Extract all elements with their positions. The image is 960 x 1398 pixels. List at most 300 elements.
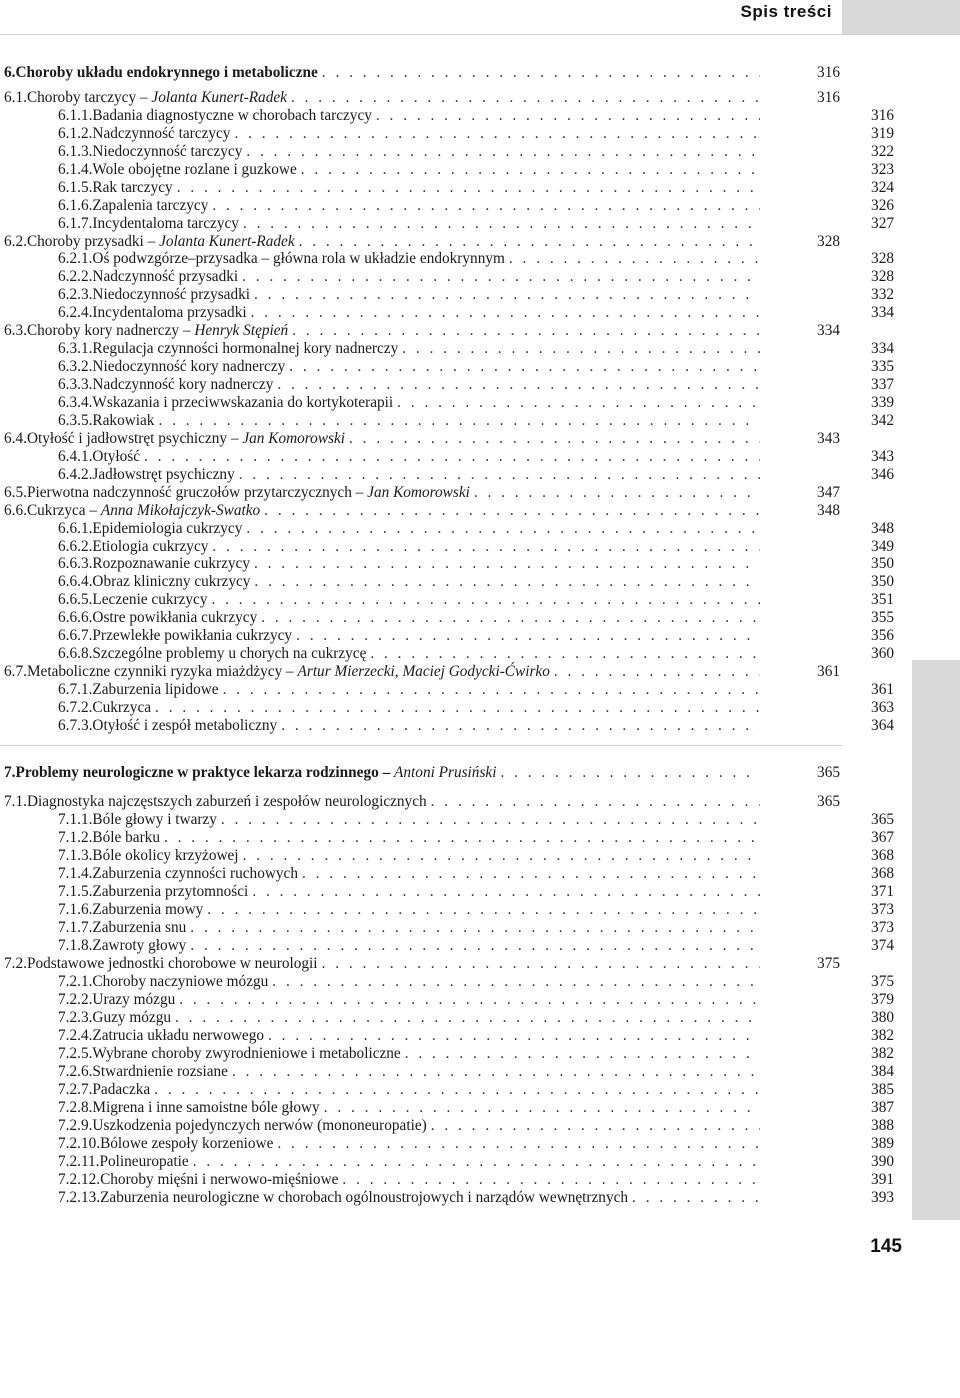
toc-entry xyxy=(4,233,840,251)
toc-entry xyxy=(58,107,894,125)
entry-title-wrap xyxy=(92,627,296,645)
entry-title: Metaboliczne czynniki ryzyka miażdżycy – xyxy=(26,663,298,680)
entry-number: 6.6.8. xyxy=(58,645,93,662)
entry-number: 6.7. xyxy=(4,663,27,680)
entry-number: 6.6. xyxy=(4,502,27,519)
entry-page: 348 xyxy=(871,520,894,537)
toc-entry xyxy=(58,412,894,430)
entry-page: 363 xyxy=(871,699,894,716)
entry-title-wrap xyxy=(27,502,264,520)
entry-author: Jolanta Kunert-Radek xyxy=(159,233,295,250)
header-thumb-tab xyxy=(842,0,960,34)
entry-page: 350 xyxy=(871,555,894,572)
entry-page: 368 xyxy=(871,865,894,882)
entry-title-wrap xyxy=(15,64,321,82)
entry-number: 7.2.7. xyxy=(58,1081,93,1098)
dot-leader xyxy=(296,627,760,645)
entry-title: Nadczynność tarczycy xyxy=(92,125,231,142)
entry-title: Badania diagnostyczne w chorobach tarczycy xyxy=(92,107,372,124)
entry-title-wrap xyxy=(92,268,242,286)
entry-title: Otyłość i zespół metaboliczny xyxy=(92,717,278,734)
dot-leader xyxy=(212,591,761,609)
entry-number: 6.6.3. xyxy=(58,555,93,572)
entry-number: 6.2. xyxy=(4,233,27,250)
entry-page: 348 xyxy=(817,502,840,519)
dot-leader xyxy=(239,466,760,484)
toc-entry xyxy=(4,430,840,448)
toc-entry xyxy=(58,1099,894,1117)
entry-title: Zaburzenia neurologiczne w chorobach ogólnoustrojowych i narządów wewnętrznych xyxy=(100,1189,629,1206)
dot-leader xyxy=(509,250,760,268)
entry-number: 6.6.6. xyxy=(58,609,93,626)
entry-title: Incydentaloma tarczycy xyxy=(92,215,239,232)
entry-number: 7.1.7. xyxy=(58,919,93,936)
entry-page: 328 xyxy=(871,268,894,285)
entry-page: 361 xyxy=(871,681,894,698)
dot-leader xyxy=(246,520,760,538)
entry-page: 382 xyxy=(871,1045,894,1062)
entry-title: Nadczynność przysadki xyxy=(92,268,239,285)
entry-number: 6.4.1. xyxy=(58,448,93,465)
toc-entry xyxy=(58,1117,894,1135)
entry-title-wrap xyxy=(92,1045,404,1063)
dot-leader xyxy=(164,829,760,847)
dot-leader xyxy=(242,268,760,286)
entry-title: Bóle głowy i twarzy xyxy=(92,811,217,828)
entry-number: 7.2.12. xyxy=(58,1171,101,1188)
entry-title: Bólowe zespoły korzeniowe xyxy=(100,1135,274,1152)
dot-leader xyxy=(243,847,760,865)
dot-leader xyxy=(155,699,760,717)
entry-title-wrap xyxy=(92,609,261,627)
entry-page: 373 xyxy=(871,919,894,936)
entry-title: Ostre powikłania cukrzycy xyxy=(92,609,258,626)
entry-title-wrap xyxy=(92,1027,268,1045)
entry-title: Uszkodzenia pojedynczych nerwów (mononeuropatie) xyxy=(92,1117,427,1134)
entry-title-wrap xyxy=(92,376,277,394)
entry-title-wrap xyxy=(15,764,500,782)
dot-leader xyxy=(243,215,760,233)
dot-leader xyxy=(144,448,760,466)
entry-title-wrap xyxy=(92,412,158,430)
entry-number: 6.7.2. xyxy=(58,699,93,716)
entry-number: 6.3.3. xyxy=(58,376,93,393)
toc-entry xyxy=(4,955,840,973)
entry-title: Wskazania i przeciwwskazania do kortykoterapii xyxy=(92,394,394,411)
dot-leader xyxy=(349,430,760,448)
dot-leader xyxy=(177,179,760,197)
entry-number: 6.1.7. xyxy=(58,215,93,232)
entry-number: 6.3. xyxy=(4,322,27,339)
entry-page: 335 xyxy=(871,358,894,375)
entry-title: Bóle okolicy krzyżowej xyxy=(92,847,239,864)
dot-leader xyxy=(207,901,760,919)
entry-title: Rozpoznawanie cukrzycy xyxy=(92,555,250,572)
entry-title: Padaczka xyxy=(92,1081,151,1098)
entry-page: 343 xyxy=(871,448,894,465)
toc-entry xyxy=(58,681,894,699)
entry-number: 7.2.13. xyxy=(58,1189,101,1206)
entry-title-wrap xyxy=(92,681,222,699)
entry-page: 390 xyxy=(871,1153,894,1170)
entry-title: Etiologia cukrzycy xyxy=(92,538,209,555)
dot-leader xyxy=(234,125,760,143)
entry-number: 7.2.4. xyxy=(58,1027,93,1044)
entry-number: 6.1.5. xyxy=(58,179,93,196)
entry-title-wrap xyxy=(92,466,238,484)
entry-number: 6.1. xyxy=(4,89,27,106)
entry-title: Wole obojętne rozlane i guzkowe xyxy=(92,161,297,178)
dot-leader xyxy=(264,502,760,520)
toc-entry xyxy=(58,304,894,322)
entry-page: 384 xyxy=(871,1063,894,1080)
entry-title-wrap xyxy=(92,304,250,322)
entry-number: 7.1.5. xyxy=(58,883,93,900)
entry-title-wrap xyxy=(27,89,291,107)
toc-entry xyxy=(58,197,894,215)
entry-title-wrap xyxy=(92,250,508,268)
dot-leader xyxy=(342,1171,760,1189)
entry-page: 342 xyxy=(871,412,894,429)
dot-leader xyxy=(190,937,760,955)
toc-entry xyxy=(4,793,840,811)
entry-page: 364 xyxy=(871,717,894,734)
dot-leader xyxy=(175,1009,760,1027)
entry-number: 6.1.1. xyxy=(58,107,93,124)
entry-title: Cukrzyca xyxy=(92,699,152,716)
toc-entry xyxy=(4,484,840,502)
dot-leader xyxy=(554,663,760,681)
toc-entry xyxy=(58,340,894,358)
entry-title-wrap xyxy=(92,573,254,591)
entry-number: 6.3.1. xyxy=(58,340,93,357)
dot-leader xyxy=(474,484,760,502)
entry-title-wrap xyxy=(92,143,246,161)
entry-number: 6.1.3. xyxy=(58,143,93,160)
entry-title: Diagnostyka najczęstszych zaburzeń i zespołów neurologicznych xyxy=(26,793,427,810)
entry-title: Leczenie cukrzycy xyxy=(92,591,208,608)
dot-leader xyxy=(277,1135,760,1153)
entry-title: Szczególne problemy u chorych na cukrzycę xyxy=(92,645,367,662)
dot-leader xyxy=(281,717,760,735)
entry-title-wrap xyxy=(100,1189,632,1207)
dot-leader xyxy=(252,883,760,901)
entry-page: 343 xyxy=(817,430,840,447)
entry-page: 332 xyxy=(871,286,894,303)
entry-title: Guzy mózgu xyxy=(92,1009,172,1026)
entry-number: 6.2.2. xyxy=(58,268,93,285)
entry-title-wrap xyxy=(92,937,190,955)
entry-title-wrap xyxy=(27,793,431,811)
entry-page: 365 xyxy=(871,811,894,828)
entry-number: 7.2.1. xyxy=(58,973,93,990)
entry-title: Nadczynność kory nadnerczy xyxy=(92,376,274,393)
toc-entry xyxy=(58,919,894,937)
entry-number: 6.7.1. xyxy=(58,681,93,698)
entry-title-wrap xyxy=(92,520,246,538)
entry-page: 391 xyxy=(871,1171,894,1188)
entry-title-wrap xyxy=(92,107,375,125)
entry-title-wrap xyxy=(92,197,212,215)
toc-entry xyxy=(58,466,894,484)
toc-entry xyxy=(58,394,894,412)
entry-number: 6.4. xyxy=(4,430,27,447)
entry-page: 316 xyxy=(817,64,840,81)
entry-number: 7.1.6. xyxy=(58,901,93,918)
dot-leader xyxy=(431,1117,760,1135)
dot-leader xyxy=(500,764,760,782)
toc-entry xyxy=(58,717,894,735)
entry-number: 7.2.2. xyxy=(58,991,93,1008)
entry-title-wrap xyxy=(27,955,322,973)
entry-title: Regulacja czynności hormonalnej kory nadnerczy xyxy=(92,340,399,357)
entry-title-wrap xyxy=(92,125,234,143)
entry-title: Epidemiologia cukrzycy xyxy=(92,520,243,537)
entry-title: Cukrzyca – xyxy=(26,502,101,519)
entry-title: Choroby kory nadnerczy – xyxy=(26,322,195,339)
dot-leader xyxy=(154,1081,760,1099)
entry-number: 6.1.2. xyxy=(58,125,93,142)
toc-entry xyxy=(58,1045,894,1063)
entry-title: Zaburzenia czynności ruchowych xyxy=(92,865,298,882)
entry-title: Problemy neurologiczne w praktyce lekarza rodzinnego – xyxy=(15,764,395,781)
entry-title-wrap xyxy=(92,973,272,991)
entry-title-wrap xyxy=(92,591,211,609)
entry-title: Choroby układu endokrynnego i metaboliczne xyxy=(15,64,318,81)
entry-page: 334 xyxy=(871,304,894,321)
dot-leader xyxy=(193,1153,760,1171)
entry-title: Rakowiak xyxy=(92,412,155,429)
toc-entry xyxy=(58,1009,894,1027)
entry-title-wrap xyxy=(100,1153,193,1171)
entry-title: Bóle barku xyxy=(92,829,160,846)
entry-title-wrap xyxy=(92,699,155,717)
entry-page: 393 xyxy=(871,1189,894,1206)
entry-number: 6.6.4. xyxy=(58,573,93,590)
entry-page: 347 xyxy=(817,484,840,501)
entry-number: 6.2.3. xyxy=(58,286,93,303)
toc-entry xyxy=(58,286,894,304)
entry-number: 7.2.3. xyxy=(58,1009,93,1026)
entry-title-wrap xyxy=(92,1117,430,1135)
entry-title: Polineuropatie xyxy=(99,1153,189,1170)
entry-title-wrap xyxy=(92,161,300,179)
toc-entry xyxy=(58,538,894,556)
entry-page: 374 xyxy=(871,937,894,954)
entry-page: 371 xyxy=(871,883,894,900)
toc-entry xyxy=(58,376,894,394)
entry-page: 328 xyxy=(871,250,894,267)
entry-title: Pierwotna nadczynność gruczołów przytarczycznych – xyxy=(26,484,368,501)
entry-page: 365 xyxy=(817,764,840,781)
entry-page: 337 xyxy=(871,376,894,393)
dot-leader xyxy=(251,304,760,322)
toc-entry xyxy=(58,645,894,663)
entry-title-wrap xyxy=(92,645,370,663)
dot-leader xyxy=(402,340,760,358)
entry-title: Niedoczynność kory nadnerczy xyxy=(92,358,286,375)
dot-leader xyxy=(289,358,760,376)
entry-title: Incydentaloma przysadki xyxy=(92,304,247,321)
entry-author: Henryk Stępień xyxy=(194,322,289,339)
dot-leader xyxy=(405,1045,760,1063)
entry-page: 322 xyxy=(871,143,894,160)
entry-number: 7.2.6. xyxy=(58,1063,93,1080)
entry-number: 6.6.1. xyxy=(58,520,93,537)
dot-leader xyxy=(212,538,760,556)
toc-entry xyxy=(4,663,840,681)
entry-page: 356 xyxy=(871,627,894,644)
entry-title-wrap xyxy=(92,991,179,1009)
entry-title-wrap xyxy=(92,919,190,937)
chapter-divider xyxy=(0,745,842,746)
toc-entry xyxy=(58,829,894,847)
dot-leader xyxy=(291,89,760,107)
entry-title: Choroby naczyniowe mózgu xyxy=(92,973,269,990)
entry-title: Jadłowstręt psychiczny xyxy=(92,466,235,483)
entry-title: Choroby przysadki – xyxy=(26,233,160,250)
dot-leader xyxy=(277,376,760,394)
toc-entry xyxy=(58,215,894,233)
entry-number: 6.1.6. xyxy=(58,197,93,214)
entry-title: Zaburzenia przytomności xyxy=(92,883,249,900)
dot-leader xyxy=(261,609,760,627)
entry-page: 373 xyxy=(871,901,894,918)
entry-title: Zawroty głowy xyxy=(92,937,187,954)
toc-entry xyxy=(58,179,894,197)
entry-title-wrap xyxy=(27,663,554,681)
running-header xyxy=(0,0,960,35)
entry-number: 7.1.1. xyxy=(58,811,93,828)
toc-entry xyxy=(58,609,894,627)
entry-title: Obraz kliniczny cukrzycy xyxy=(92,573,251,590)
dot-leader xyxy=(370,645,760,663)
entry-number: 6.5. xyxy=(4,484,27,501)
dot-leader xyxy=(223,681,760,699)
entry-title-wrap xyxy=(92,394,397,412)
dot-leader xyxy=(632,1189,760,1207)
entry-number: 6.2.4. xyxy=(58,304,93,321)
toc-entry xyxy=(58,901,894,919)
toc-entry xyxy=(58,1081,894,1099)
dot-leader xyxy=(397,394,760,412)
entry-number: 7.1. xyxy=(4,793,27,810)
entry-page: 326 xyxy=(871,197,894,214)
entry-number: 6.3.5. xyxy=(58,412,93,429)
toc-entry xyxy=(58,811,894,829)
dot-leader xyxy=(376,107,760,125)
dot-leader xyxy=(268,1027,760,1045)
toc-entry xyxy=(58,125,894,143)
toc-entry xyxy=(58,973,894,991)
entry-author: Antoni Prusiński xyxy=(394,764,497,781)
toc-entry xyxy=(58,250,894,268)
entry-page: 375 xyxy=(871,973,894,990)
entry-number: 6.1.4. xyxy=(58,161,93,178)
entry-page: 379 xyxy=(871,991,894,1008)
entry-page: 382 xyxy=(871,1027,894,1044)
entry-author: Jan Komorowski xyxy=(242,430,346,447)
entry-title: Oś podwzgórze–przysadka – główna rola w układzie endokrynnym xyxy=(92,250,505,267)
entry-title-wrap xyxy=(92,847,242,865)
entry-title: Przewlekłe powikłania cukrzycy xyxy=(92,627,293,644)
chapter-heading xyxy=(4,64,840,82)
dot-leader xyxy=(212,197,760,215)
entry-title-wrap xyxy=(92,901,207,919)
entry-title-wrap xyxy=(92,811,220,829)
entry-title-wrap xyxy=(92,555,254,573)
entry-title-wrap xyxy=(27,430,349,448)
toc-entry xyxy=(58,1027,894,1045)
entry-page: 323 xyxy=(871,161,894,178)
entry-page: 375 xyxy=(817,955,840,972)
entry-page: 388 xyxy=(871,1117,894,1134)
toc-entry xyxy=(58,591,894,609)
entry-title-wrap xyxy=(100,1171,342,1189)
dot-leader xyxy=(322,955,760,973)
entry-number: 7.1.4. xyxy=(58,865,93,882)
entry-title-wrap xyxy=(100,1135,277,1153)
entry-title-wrap xyxy=(92,829,164,847)
entry-title-wrap xyxy=(92,883,252,901)
entry-title: Rak tarczycy xyxy=(92,179,173,196)
entry-title: Zaburzenia mowy xyxy=(92,901,204,918)
dot-leader xyxy=(302,865,760,883)
entry-title-wrap xyxy=(92,538,212,556)
entry-number: 6.6.7. xyxy=(58,627,93,644)
entry-author: Jan Komorowski xyxy=(367,484,470,501)
entry-title: Zaburzenia lipidowe xyxy=(92,681,219,698)
dot-leader xyxy=(272,973,760,991)
dot-leader xyxy=(221,811,760,829)
entry-page: 361 xyxy=(817,663,840,680)
toc-entry xyxy=(58,520,894,538)
entry-title-wrap xyxy=(27,484,474,502)
dot-leader xyxy=(254,555,760,573)
page-number: 145 xyxy=(870,1236,902,1257)
entry-title-wrap xyxy=(92,1099,323,1117)
entry-number: 6.3.4. xyxy=(58,394,93,411)
entry-title-wrap xyxy=(92,865,302,883)
entry-page: 351 xyxy=(871,591,894,608)
entry-number: 7.2.5. xyxy=(58,1045,93,1062)
entry-number: 6.6.2. xyxy=(58,538,93,555)
entry-page: 355 xyxy=(871,609,894,626)
entry-title-wrap xyxy=(92,358,289,376)
entry-page: 360 xyxy=(871,645,894,662)
header-title: Spis treści xyxy=(740,2,832,21)
entry-page: 385 xyxy=(871,1081,894,1098)
entry-page: 350 xyxy=(871,573,894,590)
entry-number: 7.1.3. xyxy=(58,847,93,864)
chapter-heading xyxy=(4,764,840,782)
entry-page: 368 xyxy=(871,847,894,864)
entry-title: Zapalenia tarczycy xyxy=(92,197,209,214)
entry-title: Otyłość xyxy=(92,448,141,465)
entry-number: 7.2. xyxy=(4,955,27,972)
entry-page: 349 xyxy=(871,538,894,555)
toc-entry xyxy=(58,448,894,466)
toc-entry xyxy=(58,847,894,865)
dot-leader xyxy=(232,1063,760,1081)
entry-title: Niedoczynność przysadki xyxy=(92,286,251,303)
entry-page: 327 xyxy=(871,215,894,232)
toc-entry xyxy=(58,991,894,1009)
toc-entry xyxy=(58,555,894,573)
dot-leader xyxy=(254,286,760,304)
toc-entry xyxy=(58,143,894,161)
toc-entry xyxy=(58,1135,894,1153)
